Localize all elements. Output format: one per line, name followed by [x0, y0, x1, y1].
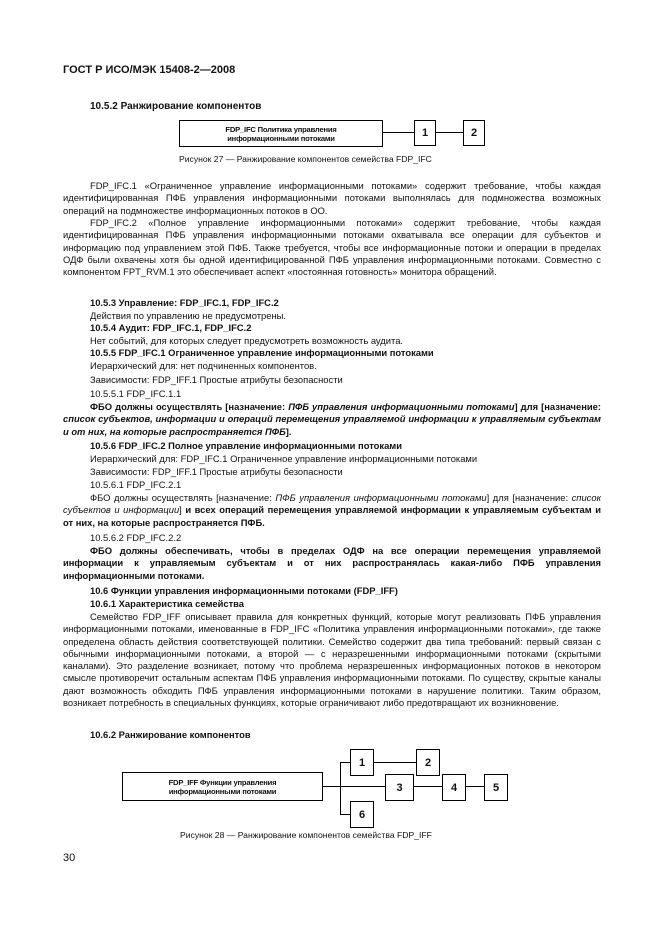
- section-heading-10-6-1: 10.6.1 Характеристика семейства: [90, 598, 245, 609]
- section-heading-10-6: 10.6 Функции управления информационными потоками (FDP_IFF): [90, 585, 398, 596]
- section-heading-10-5-4: 10.5.4 Аудит: FDP_IFC.1, FDP_IFC.2: [90, 322, 252, 333]
- element-id: 10.5.6.2 FDP_IFC.2.2: [90, 532, 182, 543]
- connector-line: [340, 762, 350, 763]
- requirement-text: ФБО должны осуществлять [назначение: ПФБ управления информационными потоками] для [назначение: список субъектов, информации и операций перемещения управляемой информации к управляемым субъектам и от них, на которые распространяется ПФБ].: [63, 401, 601, 437]
- component-box-1: 1: [350, 749, 374, 776]
- connector-line: [340, 762, 341, 814]
- connector-line: [340, 814, 350, 815]
- connector-line: [436, 132, 463, 133]
- requirement-text: ФБО должны осуществлять [назначение: ПФБ управления информационными потоками] для [назначение: список субъектов и информации] и всех операций перемещения управляемой информации к управляемым субъектам и от них, на которые распространяется ПФБ.: [63, 492, 601, 528]
- dependencies-text: Зависимости: FDP_IFF.1 Простые атрибуты безопасности: [90, 374, 343, 385]
- document-header: ГОСТ Р ИСО/МЭК 15408-2—2008: [63, 64, 236, 76]
- dependencies-text: Зависимости: FDP_IFF.1 Простые атрибуты безопасности: [90, 466, 343, 477]
- management-text: Действия по управлению не предусмотрены.: [90, 310, 286, 321]
- fdp-iff-box: [122, 772, 323, 801]
- connector-line: [374, 762, 416, 763]
- element-id: 10.5.6.1 FDP_IFC.2.1: [90, 479, 182, 490]
- fdp-iff-box-line2: информационными потоками: [168, 786, 277, 796]
- section-heading-10-5-6: 10.5.6 FDP_IFC.2 Полное управление информационными потоками: [90, 440, 403, 451]
- hierarchical-text: Иерархический для: нет подчиненных компонентов.: [90, 360, 317, 371]
- page-number: 30: [63, 852, 76, 864]
- component-box-3: 3: [385, 774, 414, 801]
- section-heading-10-5-2: 10.5.2 Ранжирование компонентов: [90, 101, 262, 112]
- component-box-2: 2: [463, 120, 485, 146]
- connector-line: [414, 786, 442, 787]
- element-id: 10.5.5.1 FDP_IFC.1.1: [90, 388, 182, 399]
- fdp-ifc-box-line1: FDP_IFC Политика управления: [225, 124, 337, 134]
- paragraph: FDP_IFC.1 «Ограниченное управление информационными потоками» содержит требование, чтобы каждая идентифицированная ПФБ управления информационными потоками выполнялась для подмножества возможных операций на подмножестве информационных потоков в ОО.: [63, 180, 601, 216]
- paragraph: Семейство FDP_IFF описывает правила для конкретных функций, которые могут реализовать ПФБ управления информационными потоками, именованные в FDP_IFC «Политика управления информационными потоками», где также определена область действия соответствующей политики. Семейство содержит два типа требований: первый связан с обычными информационными потоками, а второй — с неразрешенными информационными потоками (скрытыми каналами). Это разделение возникает, потому что проблема неразрешенных информационных потоков в некотором смысле противоречит остальным аспектам ПФБ управления информационными потоками. По существу, скрытые каналы дают возможность обходить ПФБ управления информационными потоками в нарушение политики. Таким образом, возникает потребность в специальных функциях, которые ограничивают либо предотвращают их возникновение.: [63, 611, 601, 709]
- fdp-ifc-box: [179, 120, 383, 147]
- component-box-1: 1: [414, 120, 436, 146]
- connector-line: [383, 132, 414, 133]
- fdp-ifc-box-line2: информационными потоками: [227, 133, 335, 143]
- connector-line: [340, 786, 385, 787]
- connector-line: [466, 786, 484, 787]
- section-heading-10-5-3: 10.5.3 Управление: FDP_IFC.1, FDP_IFC.2: [90, 297, 279, 308]
- component-box-2: 2: [416, 749, 440, 776]
- requirement-text: ФБО должны обеспечивать, чтобы в пределах ОДФ на все операции перемещения управляемой информации к управляемым субъектам и от них распространялась какая-либо ПФБ управления информационными потоками.: [63, 545, 601, 581]
- section-heading-10-5-5: 10.5.5 FDP_IFC.1 Ограниченное управление информационными потоками: [90, 347, 434, 358]
- component-box-4: 4: [442, 774, 466, 801]
- section-heading-10-6-2: 10.6.2 Ранжирование компонентов: [90, 729, 251, 740]
- component-box-5: 5: [484, 774, 508, 801]
- figure-28-caption: Рисунок 28 — Ранжирование компонентов семейства FDP_IFF: [180, 830, 432, 840]
- audit-text: Нет событий, для которых следует предусмотреть возможность аудита.: [90, 335, 404, 346]
- connector-line: [323, 786, 340, 787]
- fdp-iff-box-line1: FDP_IFF Функции управления: [168, 777, 277, 787]
- paragraph: FDP_IFC.2 «Полное управление информационными потоками» содержит требование, чтобы каждая идентифицированная ПФБ управления информационными потоками охватывала все операции для субъектов и информацию под управлением этой ПФБ. Также требуется, чтобы все информационные потоки и операции в пределах ОДФ были охвачены хотя бы одной идентифицированной ПФБ управления информационными потоками. Совместно с компонентом FPT_RVM.1 это обеспечивает аспект «постоянная готовность» монитора обращений.: [63, 217, 601, 278]
- hierarchical-text: Иерархический для: FDP_IFC.1 Ограниченное управление информационными потоками: [90, 453, 478, 464]
- component-box-6: 6: [350, 801, 374, 828]
- figure-27-caption: Рисунок 27 — Ранжирование компонентов семейства FDP_IFC: [179, 154, 432, 164]
